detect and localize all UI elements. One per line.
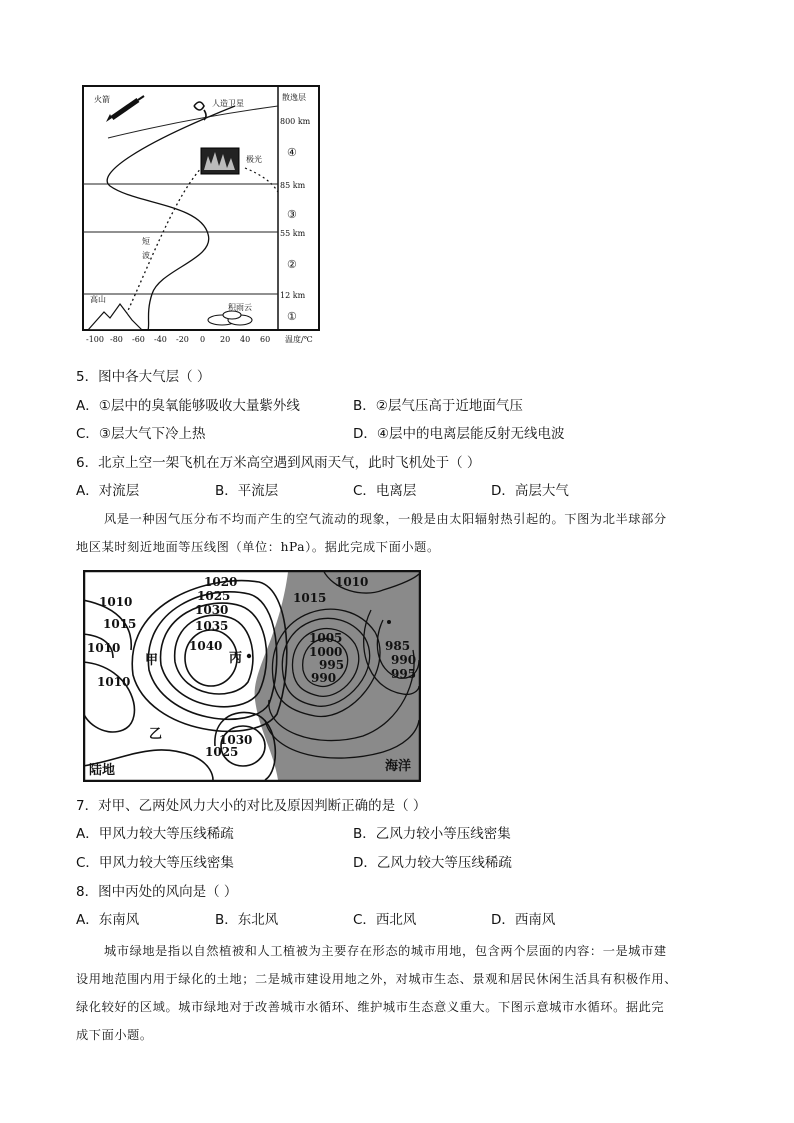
altitude-55km: 55 km [280,229,306,238]
isobar-label: 995 [391,667,417,681]
land-label: 陆地 [89,763,116,778]
atmosphere-diagram [80,84,324,350]
temp-tick: 60 [260,335,271,344]
q5-option-c: C．③层大气下冷上热 [76,426,206,442]
isobar-label: 1015 [103,617,137,631]
aurora-label: 极光 [246,155,262,164]
altitude-12km: 12 km [280,291,306,300]
q6-stem: 6．北京上空一架飞机在万米高空遇到风雨天气，此时飞机处于（ ） [76,455,481,471]
q8-option-c: C．西北风 [353,912,417,928]
altitude-800km: 800 km [280,117,311,126]
isobar-label: 1040 [189,639,223,653]
intro2-line4: 成下面小题。 [76,1028,153,1042]
temp-tick: -60 [132,335,145,344]
q7-option-b: B．乙风力较小等压线密集 [353,826,511,842]
isobar-label: 1020 [204,575,238,589]
isobar-label: 1025 [197,589,231,603]
q7-option-d: D．乙风力较大等压线稀疏 [353,855,512,871]
point-jia-label: 甲 [145,653,159,668]
q6-option-c: C．电离层 [353,483,417,499]
q8-stem: 8．图中丙处的风向是（ ） [76,884,238,900]
isobar-label: 1005 [309,631,343,645]
isobar-label: 1010 [99,595,133,609]
rocket-label: 火箭 [94,95,110,104]
point-ocean-marker [387,620,391,624]
intro1-line1: 风是一种因气压分布不均而产生的空气流动的现象，一般是由太阳辐射热引起的。下图为北半球部分 [104,512,667,526]
temp-tick: 40 [240,335,251,344]
rain-cloud-label: 积雨云 [228,303,252,312]
intro2-line1: 城市绿地是指以自然植被和人工植被为主要存在形态的城市用地，包含两个层面的内容：一是城市建 [104,944,667,958]
q7-option-a: A．甲风力较大等压线稀疏 [76,826,234,842]
shortwave-label-2: 波 [142,251,150,260]
isobar-label: 990 [391,653,417,667]
intro2-line2: 设用地范围内用于绿化的土地；二是城市建设用地之外，对城市生态、景观和居民休闲生活具有积极作用、 [76,972,678,986]
temp-tick: -100 [86,335,104,344]
layer-4-label: ④ [287,146,297,159]
q6-option-a: A．对流层 [76,483,140,499]
satellite-label: 人造卫星 [212,99,244,108]
q7-option-c: C．甲风力较大等压线密集 [76,855,234,871]
shortwave-label-1: 短 [142,237,150,246]
q6-option-b: B．平流层 [215,483,279,499]
q5-option-b: B．②层气压高于近地面气压 [353,398,523,414]
temp-tick: 20 [220,335,231,344]
isobar-label: 1010 [97,675,131,689]
layer-1-label: ① [287,310,297,323]
isobar-label: 995 [319,658,345,672]
isobar-label: 1030 [219,733,253,747]
layer-2-label: ② [287,258,297,271]
q5-option-a: A．①层中的臭氧能够吸收大量紫外线 [76,398,300,414]
q5-stem: 5．图中各大气层（ ） [76,369,211,385]
isobar-label: 1000 [309,645,343,659]
q8-option-d: D．西南风 [491,912,556,928]
point-bing-label: 丙 [229,651,243,666]
altitude-85km: 85 km [280,181,306,190]
isobar-label: 1030 [195,603,229,617]
temp-axis-label: 温度/℃ [285,335,313,344]
temp-tick: -20 [176,335,189,344]
temp-tick: 0 [200,335,206,344]
q7-stem: 7．对甲、乙两处风力大小的对比及原因判断正确的是（ ） [76,798,427,814]
isobar-label: 1010 [87,641,121,655]
temperature-ticks [86,335,270,344]
isobar-label: 1025 [205,745,239,759]
ocean-label: 海洋 [385,759,412,774]
intro1-line2: 地区某时刻近地面等压线图（单位：hPa）。据此完成下面小题。 [76,540,440,554]
isobar-map [83,570,421,782]
point-bing-marker [247,654,251,658]
mountain-label: 高山 [90,295,106,304]
isobar-label: 1035 [195,619,229,633]
layer-3-label: ③ [287,208,297,221]
temp-tick: -80 [110,335,123,344]
temp-tick: -40 [154,335,167,344]
isobar-label: 990 [311,671,337,685]
q6-option-d: D．高层大气 [491,483,569,499]
isobar-label: 985 [385,639,411,653]
isobar-label: 1015 [293,591,327,605]
exosphere-label: 散逸层 [282,93,306,102]
isobar-label: 1010 [335,575,369,589]
intro2-line3: 绿化较好的区域。城市绿地对于改善城市水循环、维护城市生态意义重大。下图示意城市水循环。据此完 [76,1000,665,1014]
q5-option-d: D．④层中的电离层能反射无线电波 [353,426,565,442]
q8-option-a: A．东南风 [76,912,140,928]
q8-option-b: B．东北风 [215,912,279,928]
point-yi-label: 乙 [149,727,163,742]
